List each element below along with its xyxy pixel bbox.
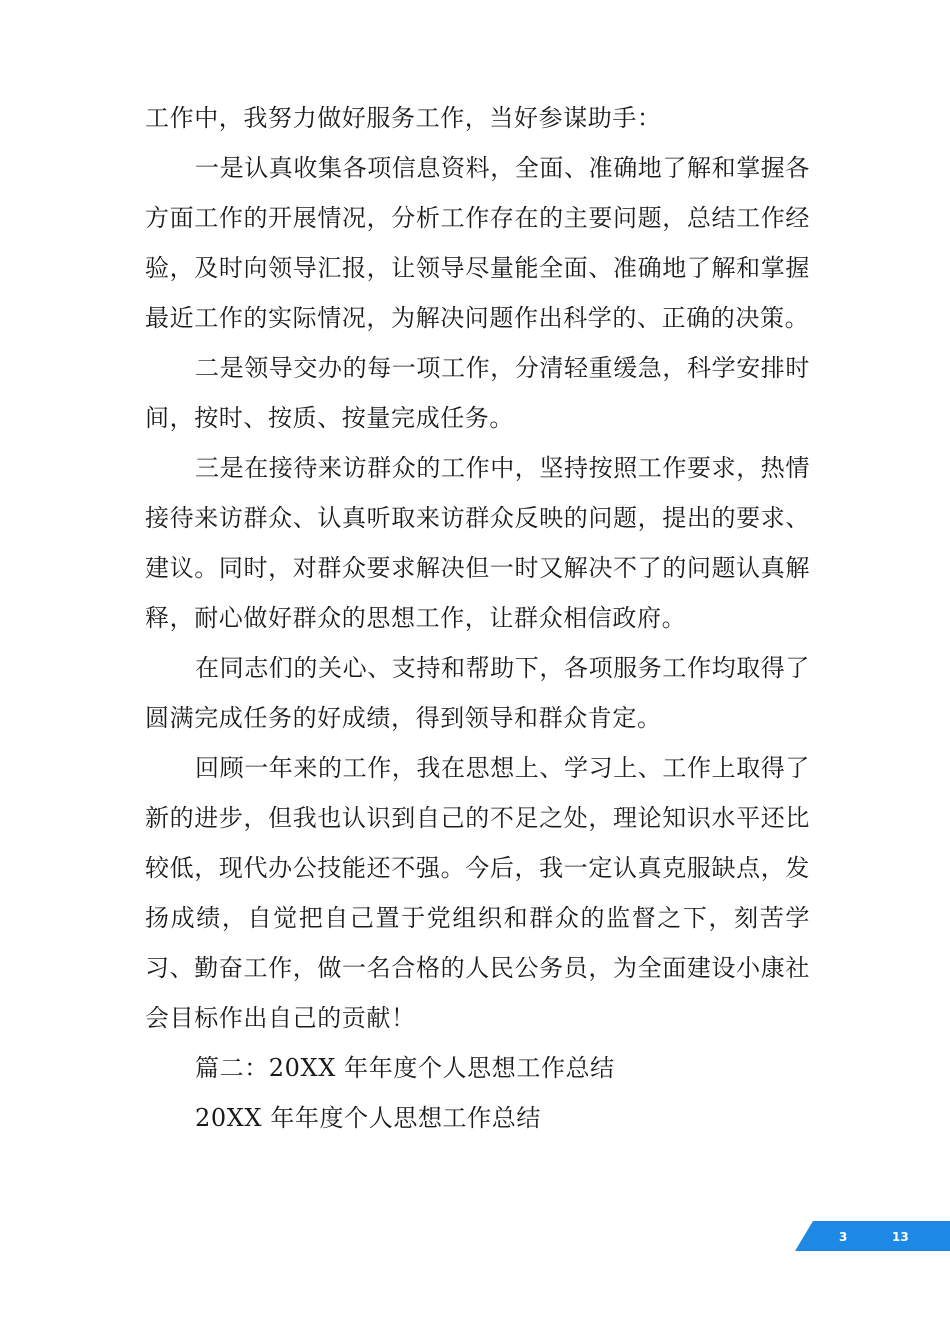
page-number-badge [795,1221,950,1251]
total-pages-number: 13 [892,1230,909,1244]
current-page-number: 3 [839,1230,848,1244]
section-heading: 篇二：20XX 年年度个人思想工作总结 [195,1054,615,1082]
document-body [145,93,810,1143]
paragraph: 工作中，我努力做好服务工作，当好参谋助手： [145,104,662,132]
paragraph: 三是在接待来访群众的工作中，坚持按照工作要求，热情接待来访群众、认真听取来访群众反映的问题，提出的要求、建议。同时，对群众要求解决但一时又解决不了的问题认真解释，耐心做好群众的思想工作，让群众相信政府。 [145,454,810,632]
page-badge-shape [795,1221,950,1251]
paragraph: 在同志们的关心、支持和帮助下，各项服务工作均取得了圆满完成任务的好成绩，得到领导和群众肯定。 [145,654,810,732]
paragraph: 一是认真收集各项信息资料，全面、准确地了解和掌握各方面工作的开展情况，分析工作存在的主要问题，总结工作经验，及时向领导汇报，让领导尽量能全面、准确地了解和掌握最近工作的实际情况，为解决问题作出科学的、正确的决策。 [145,154,810,332]
paragraph: 回顾一年来的工作，我在思想上、学习上、工作上取得了新的进步，但我也认识到自己的不足之处，理论知识水平还比较低，现代办公技能还不强。今后，我一定认真克服缺点，发扬成绩，自觉把自己置于党组织和群众的监督之下，刻苦学习、勤奋工作，做一名合格的人民公务员，为全面建设小康社会目标作出自己的贡献！ [145,754,810,1032]
section-title: 20XX 年年度个人思想工作总结 [195,1104,541,1132]
paragraph: 二是领导交办的每一项工作，分清轻重缓急，科学安排时间，按时、按质、按量完成任务。 [145,354,810,432]
